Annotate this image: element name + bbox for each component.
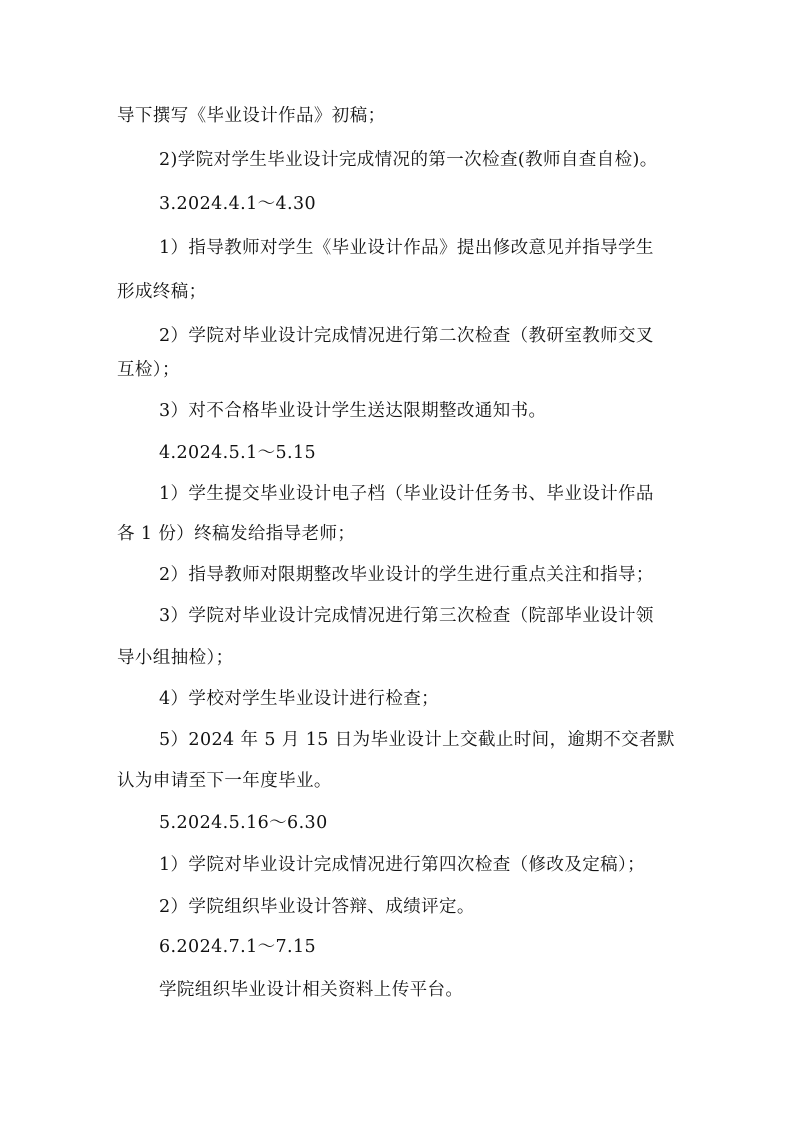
text-line: 3）学院对毕业设计完成情况进行第三次检查（院部毕业设计领: [159, 606, 654, 626]
section-heading: 3.2024.4.1～4.30: [159, 194, 317, 214]
section-heading: 5.2024.5.16～6.30: [159, 813, 328, 833]
text-line: 3）对不合格毕业设计学生送达限期整改通知书。: [159, 401, 547, 421]
section-heading: 6.2024.7.1～7.15: [159, 937, 317, 957]
text-line: 学院组织毕业设计相关资料上传平台。: [159, 980, 464, 1000]
text-line: 认为申请至下一年度毕业。: [117, 771, 332, 791]
text-line: 1）学院对毕业设计完成情况进行第四次检查（修改及定稿）；: [159, 855, 646, 875]
text-line: 2）指导教师对限期整改毕业设计的学生进行重点关注和指导；: [159, 565, 654, 585]
text-line: 2)学院对学生毕业设计完成情况的第一次检查(教师自查自检)。: [159, 150, 658, 170]
text-line: 2）学院组织毕业设计答辩、成绩评定。: [159, 897, 475, 917]
text-line: 各 1 份）终稿发给指导老师；: [117, 524, 356, 544]
text-line: 导下撰写《毕业设计作品》初稿；: [117, 106, 386, 126]
text-line: 5）2024 年 5 月 15 日为毕业设计上交截止时间，逾期不交者默: [159, 730, 675, 750]
text-line: 互检）；: [117, 360, 180, 380]
text-line: 1）指导教师对学生《毕业设计作品》提出修改意见并指导学生: [159, 238, 654, 258]
text-line: 2）学院对毕业设计完成情况进行第二次检查（教研室教师交叉: [159, 326, 654, 346]
text-line: 形成终稿；: [117, 282, 207, 302]
text-line: 导小组抽检）；: [117, 648, 234, 668]
text-line: 1）学生提交毕业设计电子档（毕业设计任务书、毕业设计作品: [159, 484, 654, 504]
text-line: 4）学校对学生毕业设计进行检查；: [159, 689, 440, 709]
section-heading: 4.2024.5.1～5.15: [159, 443, 317, 463]
